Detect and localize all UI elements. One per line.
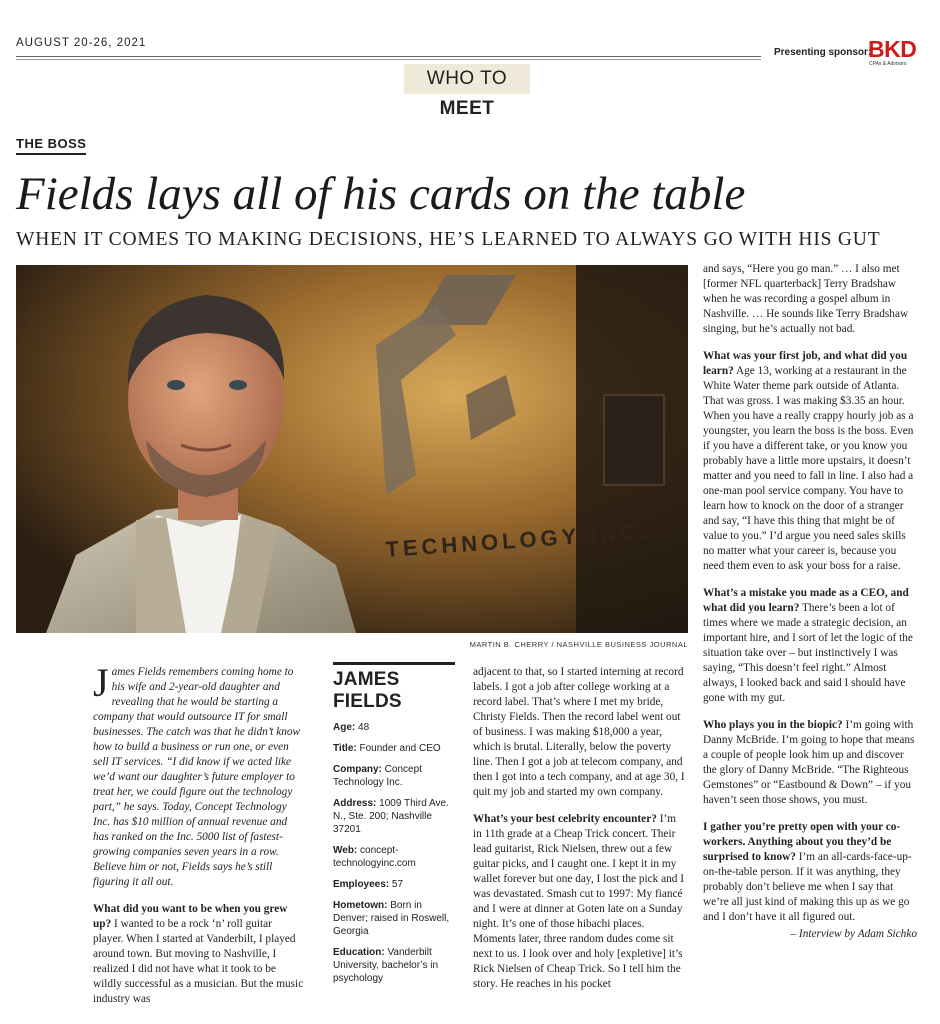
section-label-bold: MEET [439, 98, 495, 119]
answer: There’s been a lot of times where we made a strategic decision, an important hire, and I sort of let the logic of the situation take over – but instinctively I was saying, “This doesn’t feel right.” Almost always, I looked back and said I should have gone with my gut. [703, 602, 913, 704]
fact-label: Company: [333, 764, 382, 775]
fact-hometown [333, 899, 455, 938]
fact-age [333, 721, 455, 734]
qa-block [703, 718, 917, 808]
answer: I’m an all-cards-face-up-on-the-table person. If it was anything, they probably don’t believe me when I say that we’re all just kind of making this up as we go and I don’t have it all figured out. [703, 851, 912, 923]
portrait-photo-art [16, 265, 688, 633]
fact-value: 48 [355, 722, 370, 733]
fact-address [333, 797, 455, 836]
answer: Age 13, working at a restaurant in the White Water theme park outside of Atlanta. That was gross. I was making $3.35 an hour. When you have a really crappy hourly job as a youngster, you learn the boss is the boss. Even if you have a different take, or you know you probably have a little more upstairs, it doesn’t matter and you need to fall in line. I also had a one-man pool service company. You have to learn how to knock on the door of a stranger and say, “I have this thing that might be of value to you.” I’d argue you need sales skills no matter what your career is, because you need them even to ask your boss for a raise. [703, 365, 914, 572]
fact-value: Founder and CEO [356, 743, 441, 754]
fact-value: Concept Technology Inc. [333, 764, 422, 788]
portrait-photo [16, 265, 688, 633]
question: I gather you’re pretty open with your co-workers. Anything about you they’d be surprised to know? [703, 821, 901, 863]
photo-credit: MARTIN B. CHERRY / NASHVILLE BUSINESS JOURNAL [469, 640, 688, 649]
right-column [703, 262, 917, 942]
sponsor-logo: BKD [868, 36, 917, 62]
fact-label: Title: [333, 743, 357, 754]
fact-value: 1009 Third Ave. N., Ste. 200; Nashville 37201 [333, 798, 449, 835]
header-rule-secondary [16, 59, 761, 60]
sponsor-label: Presenting sponsor: [774, 47, 872, 58]
body-paragraph: and says, “Here you go man.” … I also met [former NFL quarterback] Terry Bradshaw when he was recording a gospel album in Nashville. … He sounds like Terry Bradshaw singing, but he’s actually not bad. [703, 263, 909, 335]
fact-value: 57 [389, 879, 404, 890]
section-label [404, 64, 530, 119]
sponsor-tagline: CPAs & Advisors [869, 61, 907, 67]
fact-box-name: JAMES FIELDS [333, 669, 402, 712]
fact-label: Education: [333, 947, 385, 958]
qa-block [703, 349, 917, 574]
fact-label: Hometown: [333, 900, 388, 911]
qa-block [703, 820, 917, 925]
fact-title [333, 742, 455, 755]
fact-value: Vanderbilt University, bachelor’s in psychology [333, 947, 439, 984]
subheadline: WHEN IT COMES TO MAKING DECISIONS, HE’S LEARNED TO ALWAYS GO WITH HIS GUT [16, 229, 881, 250]
intro-column [93, 660, 305, 1019]
body-paragraph: adjacent to that, so I started interning at record labels. I got a job after college working at a record label. That’s where I met my bride, Christy Fields. Then the record label went out of business. I was making $18,000 a year, which is brutal. Literally, below the poverty line. Then I got a job at telecom company, and then I got into a tech company, and at age 30, I quit my job and started my own company. [473, 666, 685, 798]
fact-company [333, 763, 455, 789]
headline: Fields lays all of his cards on the table [16, 168, 746, 220]
intro-text: ames Fields remembers coming home to his wife and 2-year-old daughter and revealing that he would be starting a company that would outsource IT for small businesses. The catch was that he didn’t know how to build a business or run one, or even sell IT services. “I did know if we acted like we’d want our daughter’s future employer to treat her, we could figure out the technology part,” he says. Today, Concept Technology Inc. has $10 million of annual revenue and has ranked on the Inc. 5000 list of fastest-growing companies seven years in a row. Believe him or not, Fields says he’s still figuring it all out. [93, 666, 301, 888]
qa-block [473, 812, 685, 992]
fact-education [333, 946, 455, 985]
fact-value: concept-technologyinc.com [333, 845, 416, 869]
qa-block [93, 902, 305, 1007]
header-rule [16, 56, 761, 57]
article-kicker: THE BOSS [16, 136, 86, 155]
question: Who plays you in the biopic? [703, 719, 843, 731]
wall-sign-text: TECHNOLOGY INC. [384, 518, 651, 562]
fact-label: Employees: [333, 879, 390, 890]
fact-value: Born in Denver; raised in Roswell, Georgia [333, 900, 450, 937]
issue-date: AUGUST 20-26, 2021 [16, 37, 147, 49]
qa-block [703, 586, 917, 706]
fact-employees [333, 878, 455, 891]
fact-box [333, 662, 455, 993]
fact-label: Web: [333, 845, 358, 856]
middle-column [473, 665, 685, 1004]
fact-label: Age: [333, 722, 356, 733]
question: What was your first job, and what did you learn? [703, 350, 908, 377]
drop-cap: J [93, 660, 109, 705]
fact-web [333, 844, 455, 870]
answer: I’m going with Danny McBride. I’m going to hope that means a couple of people look him up and discover the glory of Danny McBride. “The Righteous Gemstones” or “Eastbound & Down” – if you haven’t seen those shows, you must. [703, 719, 915, 806]
byline: – Interview by Adam Sichko [790, 928, 917, 940]
question: What’s your best celebrity encounter? [473, 813, 657, 825]
answer: I wanted to be a rock ‘n’ roll guitar player. When I started at Vanderbilt, I played around town. But moving to Nashville, I realized I did not have what it took to be wildly successful as a musician. But the music industry was [93, 918, 304, 1005]
question: What’s a mistake you made as a CEO, and what did you learn? [703, 587, 909, 614]
answer: I’m in 11th grade at a Cheap Trick concert. Their lead guitarist, Rick Nielsen, threw out a few guitar picks, and I caught one. I kept it in my wallet forever but one day, I lost the pick and I was devastated. Smash cut to 1997: My fiancé and I were at dinner at Goten late on a Sunday night. It’s one of those hibachi places. Moments later, three random dudes come sit next to us. I look over and holy [expletive] it’s Rick Nielsen of Cheap Trick. So I tell him the story. He reaches in his pocket [473, 813, 685, 990]
question: What did you want to be when you grew up? [93, 903, 288, 930]
section-label-light: WHO TO [426, 68, 508, 89]
fact-label: Address: [333, 798, 377, 809]
intro-paragraph [93, 660, 305, 890]
